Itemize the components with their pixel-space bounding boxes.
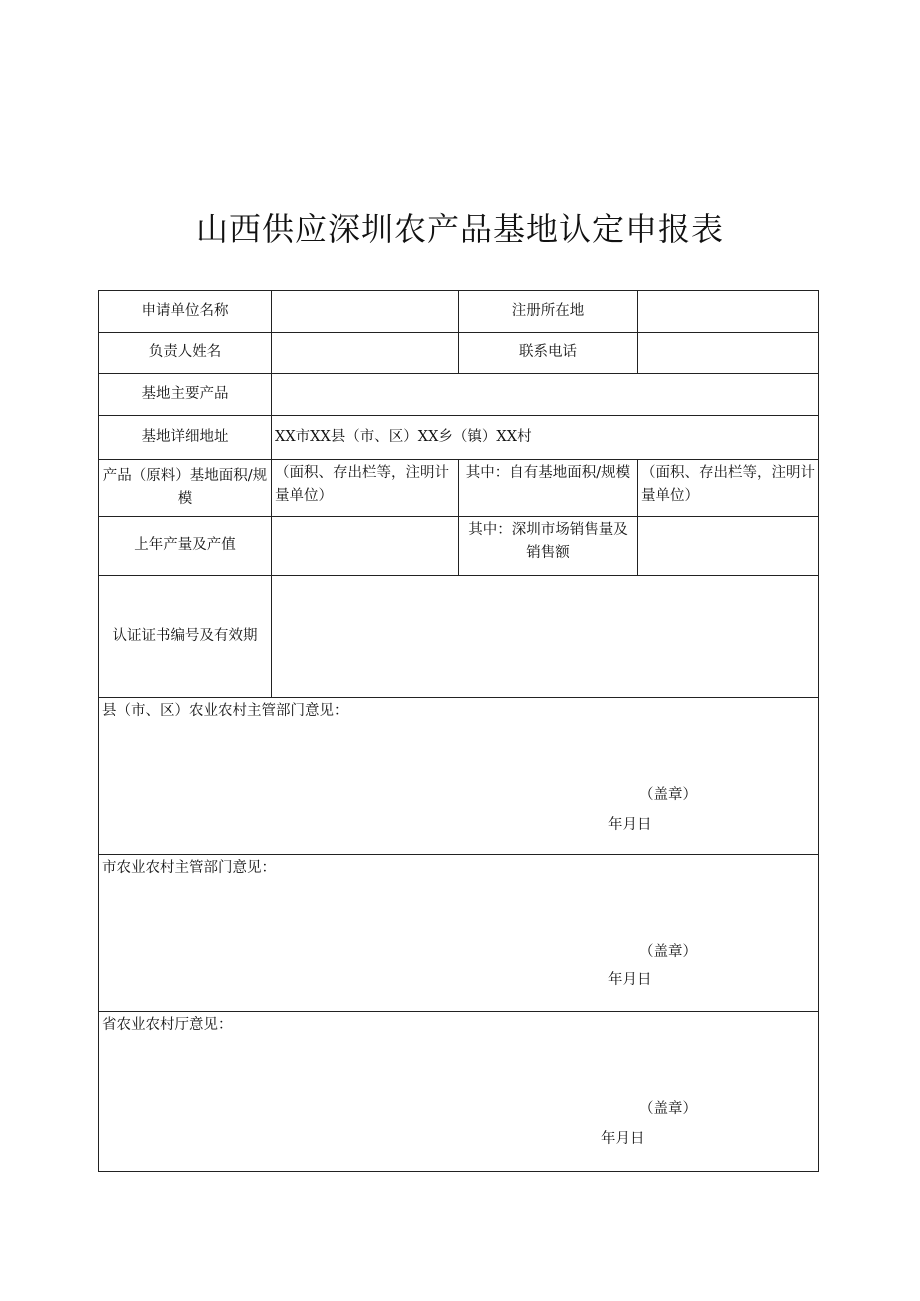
table-row	[99, 698, 819, 855]
registered-place-label: 注册所在地	[459, 291, 638, 333]
main-products-label: 基地主要产品	[99, 374, 272, 416]
province-opinion-title: 省农业农村厅意见：	[102, 1017, 233, 1033]
person-label: 负责人姓名	[99, 333, 272, 374]
address-label: 基地详细地址	[99, 416, 272, 460]
table-row	[99, 517, 819, 576]
table-row	[99, 460, 819, 517]
province-seal-label: （盖章）	[639, 1101, 697, 1117]
city-seal-label: （盖章）	[639, 944, 697, 960]
table-row	[99, 291, 819, 333]
area-field[interactable]: （面积、存出栏等，注明计量单位）	[272, 460, 459, 517]
shenzhen-sales-label: 其中：深圳市场销售量及销售额	[459, 517, 638, 576]
county-opinion-section[interactable]	[99, 698, 819, 855]
application-form-table	[98, 290, 819, 1172]
applicant-label: 申请单位名称	[99, 291, 272, 333]
city-opinion-section[interactable]	[99, 855, 819, 1012]
province-opinion-section[interactable]	[99, 1012, 819, 1172]
main-products-field[interactable]	[272, 374, 819, 416]
county-seal-label: （盖章）	[639, 787, 697, 803]
certificate-field[interactable]	[272, 576, 819, 698]
phone-label: 联系电话	[459, 333, 638, 374]
output-field[interactable]	[272, 517, 459, 576]
table-row	[99, 576, 819, 698]
table-row	[99, 1012, 819, 1172]
own-area-label: 其中：自有基地面积/规模	[459, 460, 638, 517]
table-row	[99, 416, 819, 460]
area-label: 产品（原料）基地面积/规模	[99, 460, 272, 517]
certificate-label: 认证证书编号及有效期	[99, 576, 272, 698]
city-opinion-title: 市农业农村主管部门意见：	[102, 860, 276, 876]
table-row	[99, 374, 819, 416]
own-area-field[interactable]: （面积、存出栏等，注明计量单位）	[638, 460, 819, 517]
output-label: 上年产量及产值	[99, 517, 272, 576]
person-field[interactable]	[272, 333, 459, 374]
phone-field[interactable]	[638, 333, 819, 374]
address-field[interactable]: XX市XX县（市、区）XX乡（镇）XX村	[272, 416, 819, 460]
applicant-field[interactable]	[272, 291, 459, 333]
registered-place-field[interactable]	[638, 291, 819, 333]
table-row	[99, 855, 819, 1012]
shenzhen-sales-field[interactable]	[638, 517, 819, 576]
county-date-label: 年月日	[608, 817, 652, 833]
table-row	[99, 333, 819, 374]
page-title: 山西供应深圳农产品基地认定申报表	[195, 210, 724, 248]
province-date-label: 年月日	[601, 1131, 645, 1147]
city-date-label: 年月日	[608, 972, 652, 988]
county-opinion-title: 县（市、区）农业农村主管部门意见：	[102, 703, 349, 719]
